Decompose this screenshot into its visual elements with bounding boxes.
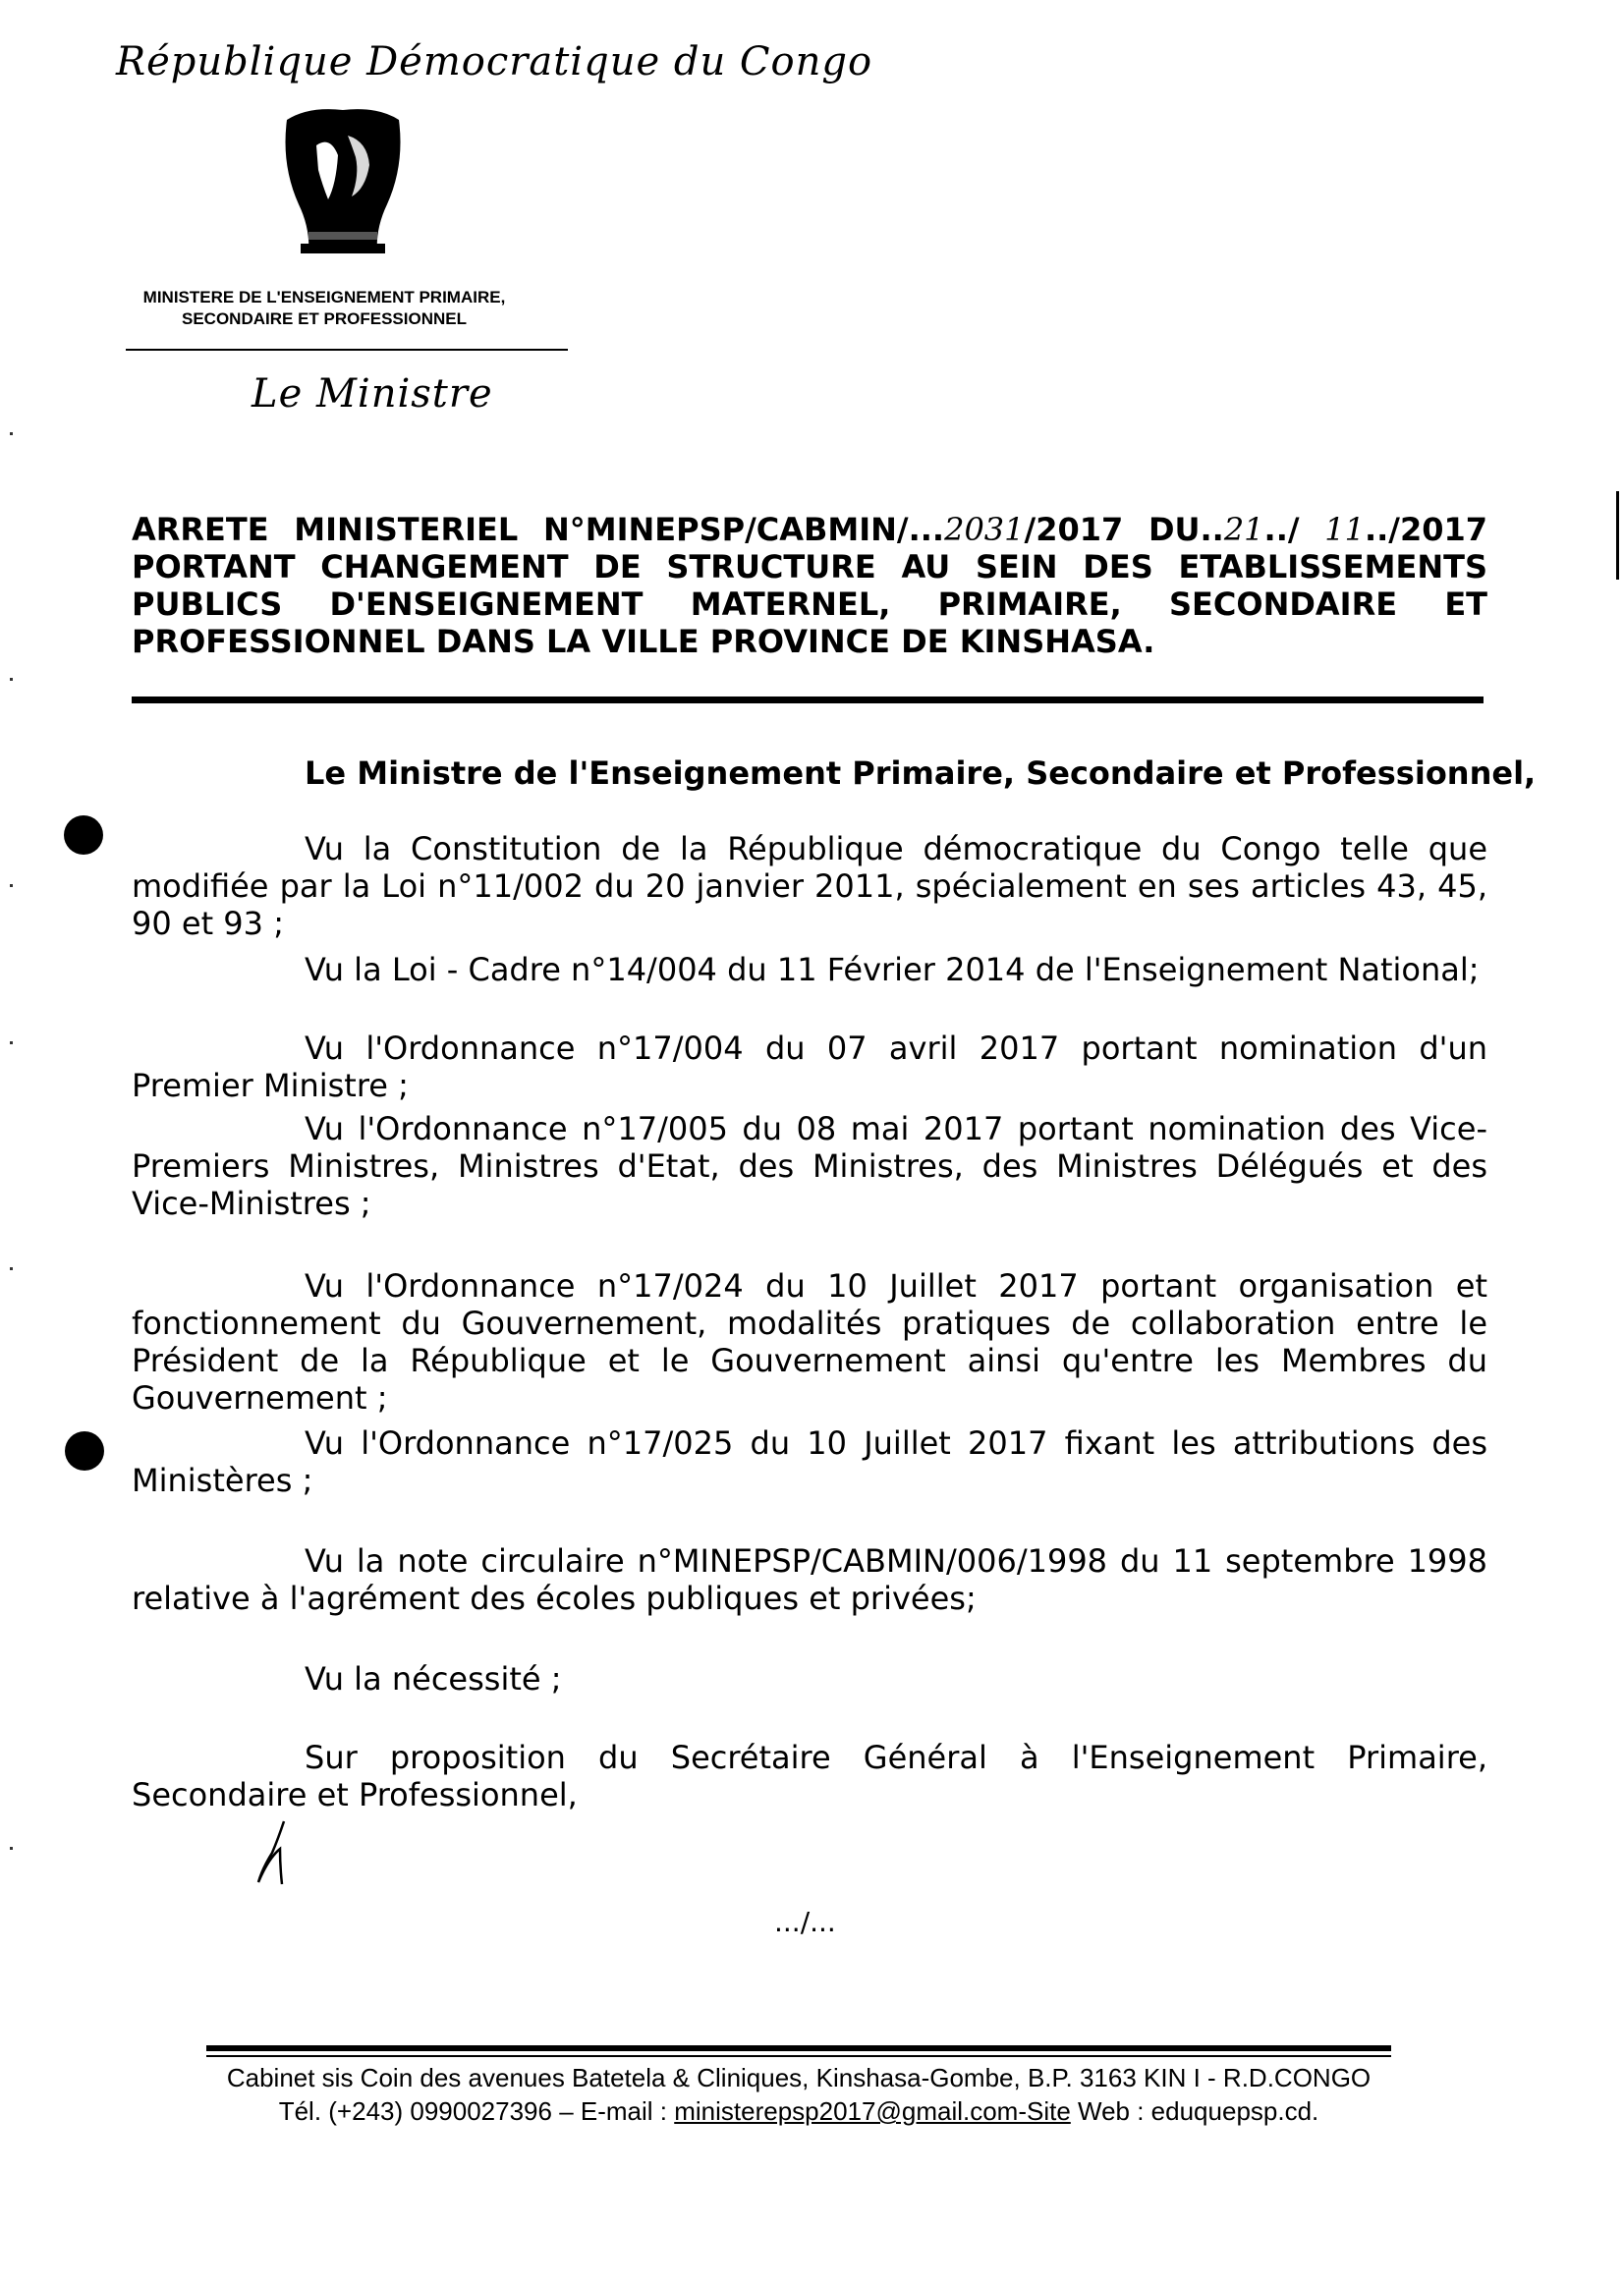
title-rule — [132, 697, 1484, 703]
header-divider — [126, 349, 568, 351]
paragraph-ordonnance-024 — [132, 1267, 1487, 1417]
footer-rule-thin — [206, 2055, 1391, 2057]
scan-speck — [10, 432, 13, 435]
punch-hole — [64, 815, 103, 855]
paragraph-text: Vu la Constitution de la République démocratique du Congo telle que modifiée par la Loi n°11/002 du 20 janvier 2011, spécialement en ses articles 43, 45, 90 et 93 ; — [132, 830, 1487, 942]
scan-edge-mark — [1616, 491, 1619, 580]
decree-date-sep: ../ — [1263, 511, 1325, 548]
office-heading: Le Ministre — [252, 371, 493, 417]
decree-number-dots: ... — [908, 511, 945, 548]
decree-title — [132, 511, 1487, 660]
paragraph-text: Vu la Loi - Cadre n°14/004 du 11 Février 2014 de l'Enseignement National; — [305, 951, 1480, 988]
decree-year-du: /2017 DU.. — [1024, 511, 1224, 548]
paragraph-proposition — [132, 1739, 1487, 1813]
punch-hole — [65, 1431, 104, 1471]
scan-speck — [10, 1267, 13, 1270]
scan-speck — [10, 884, 13, 887]
paragraph-text: Vu l'Ordonnance n°17/005 du 08 mai 2017 portant nomination des Vice-Premiers Ministres, Ministres d'Etat, des Ministres, des Ministres Délégués et des Vice-Ministres ; — [132, 1110, 1487, 1222]
coat-of-arms-emblem — [279, 106, 407, 255]
decree-date-year: ../2017 — [1364, 511, 1487, 548]
initials-mark — [251, 1819, 300, 1886]
paragraph-note-circulaire — [132, 1542, 1487, 1617]
paragraph-constitution — [132, 830, 1487, 942]
country-heading: République Démocratique du Congo — [116, 39, 873, 84]
paragraph-text: Vu l'Ordonnance n°17/024 du 10 Juillet 2017 portant organisation et fonctionnement du Gouvernement, modalités pratiques de collaboration entre le Président de la République et le Gouvernement ainsi qu'entre les Membres du Gouvernement ; — [132, 1267, 1487, 1417]
footer-phone: Tél. (+243) 0990027396 – E-mail : — [278, 2096, 675, 2126]
intro-heading: Le Ministre de l'Enseignement Primaire, Secondaire et Professionnel, — [305, 754, 1537, 792]
footer-rule-thick — [206, 2045, 1391, 2051]
continuation-marker: .../... — [774, 1906, 836, 1938]
ministry-line-2: SECONDAIRE ET PROFESSIONNEL — [182, 309, 467, 328]
footer-email-link[interactable]: ministerepsp2017@gmail.com-Site — [674, 2096, 1071, 2126]
decree-day-handwritten: 21 — [1223, 511, 1264, 548]
decree-number-handwritten: 2031 — [944, 511, 1025, 548]
paragraph-text: Sur proposition du Secrétaire Général à l'Enseignement Primaire, Secondaire et Professionnel, — [132, 1739, 1487, 1813]
footer-line-1: Cabinet sis Coin des avenues Batetela & Cliniques, Kinshasa-Gombe, B.P. 3163 KIN I - R.D.CONGO — [226, 2063, 1372, 2092]
paragraph-ordonnance-005 — [132, 1110, 1487, 1222]
scan-speck — [10, 1041, 13, 1044]
paragraph-loi-cadre — [132, 951, 1487, 988]
paragraph-text: Vu l'Ordonnance n°17/025 du 10 Juillet 2017 fixant les attributions des Ministères ; — [132, 1424, 1487, 1499]
paragraph-ordonnance-025 — [132, 1424, 1487, 1499]
decree-number-prefix: ARRETE MINISTERIEL N°MINEPSP/CABMIN/ — [132, 511, 909, 548]
scan-speck — [10, 678, 13, 681]
ministry-name — [98, 287, 550, 330]
decree-title-subject: PORTANT CHANGEMENT DE STRUCTURE AU SEIN DES ETABLISSEMENTS PUBLICS D'ENSEIGNEMENT MATERNEL, PRIMAIRE, SECONDAIRE ET PROFESSIONNEL DANS LA VILLE PROVINCE DE KINSHASA. — [132, 548, 1487, 660]
decree-title-line-1 — [132, 511, 1487, 548]
footer-address — [206, 2061, 1391, 2128]
paragraph-text: Vu l'Ordonnance n°17/004 du 07 avril 2017 portant nomination d'un Premier Ministre ; — [132, 1030, 1487, 1104]
paragraph-ordonnance-004 — [132, 1030, 1487, 1104]
paragraph-text: Vu la nécessité ; — [305, 1660, 562, 1698]
scan-speck — [10, 1847, 13, 1850]
paragraph-text: Vu la note circulaire n°MINEPSP/CABMIN/006/1998 du 11 septembre 1998 relative à l'agrément des écoles publiques et privées; — [132, 1542, 1487, 1617]
footer-line-2 — [206, 2094, 1391, 2128]
footer-website: Web : eduquepsp.cd. — [1070, 2096, 1319, 2126]
ministry-line-1: MINISTERE DE L'ENSEIGNEMENT PRIMAIRE, — [142, 288, 506, 307]
decree-month-handwritten: 11 — [1324, 511, 1365, 548]
paragraph-necessite — [132, 1660, 1487, 1698]
